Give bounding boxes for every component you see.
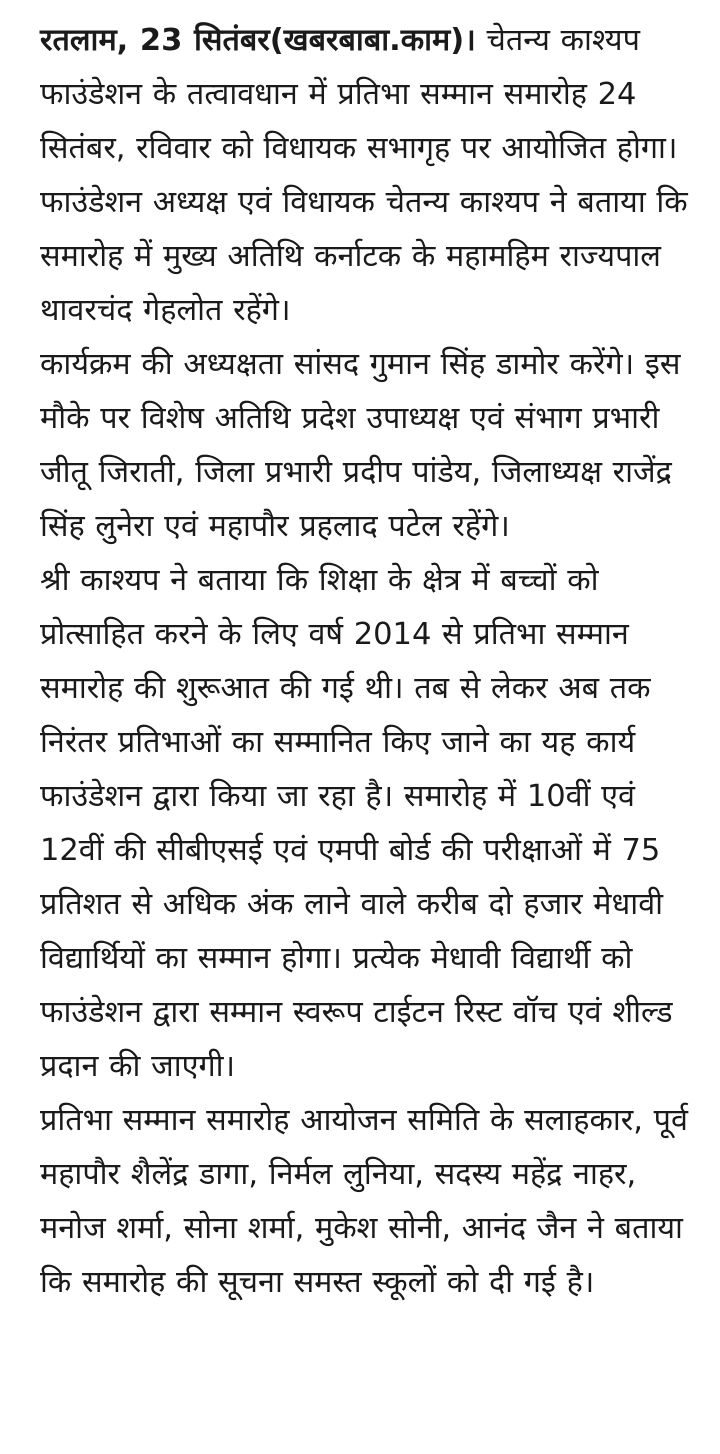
article-paragraph-2: कार्यक्रम की अध्यक्षता सांसद गुमान सिंह डामोर करेंगे। इस मौके पर विशेष अतिथि प्रदेश उपाध्यक्ष एवं संभाग प्रभारी जीतू जिराती, जिला प्रभारी प्रदीप पांडेय, जिलाध्यक्ष राजेंद्र सिंह लुनेरा एवं महापौर प्रहलाद पटेल रहेंगे। — [40, 347, 681, 544]
paragraph-1-text: चेतन्य काश्यप फाउंडेशन के तत्वावधान में प्रतिभा सम्मान समारोह 24 सितंबर, रविवार को विधायक सभागृह पर आयोजित होगा। फाउंडेशन अध्यक्ष एवं विधायक चेतन्य काश्यप ने बताया कि समारोह में मुख्य अतिथि कर्नाटक के महामहिम राज्यपाल थावरचंद गेहलोत रहेंगे। — [40, 23, 688, 328]
article-paragraph-3: श्री काश्यप ने बताया कि शिक्षा के क्षेत्र में बच्चों को प्रोत्साहित करने के लिए वर्ष 2014 से प्रतिभा सम्मान समारोह की शुरूआत की गई थी। तब से लेकर अब तक निरंतर प्रतिभाओं का सम्मानित किए जाने का यह कार्य फाउंडेशन द्वारा किया जा रहा है। समारोह में 10वीं एवं 12वीं की सीबीएसई एवं एमपी बोर्ड की परीक्षाओं में 75 प्रतिशत से अधिक अंक लाने वाले करीब दो हजार मेधावी विद्यार्थियों का सम्मान होगा। प्रत्येक मेधावी विद्यार्थी को फाउंडेशन द्वारा सम्मान स्वरूप टाईटन रिस्ट वॉच एवं शील्ड प्रदान की जाएगी। — [40, 563, 673, 1084]
dateline: रतलाम, 23 सितंबर(खबरबाबा.काम)। — [40, 23, 476, 58]
article-paragraph-1 — [40, 14, 692, 338]
article-paragraph-4: प्रतिभा सम्मान समारोह आयोजन समिति के सलाहकार, पूर्व महापौर शैलेंद्र डागा, निर्मल लुनिया, सदस्य महेंद्र नाहर, मनोज शर्मा, सोना शर्मा, मुकेश सोनी, आनंद जैन ने बताया कि समारोह की सूचना समस्त स्कूलों को दी गई है। — [40, 1103, 688, 1300]
